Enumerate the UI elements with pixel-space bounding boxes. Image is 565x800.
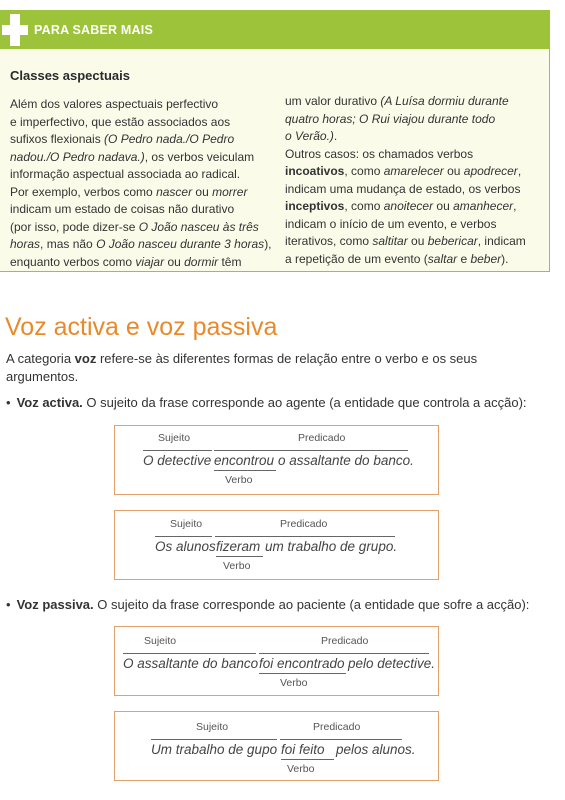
text-run: O João nasceu às três xyxy=(138,219,259,234)
bullet-voz-passiva xyxy=(6,596,529,614)
text-run: ou xyxy=(192,184,213,199)
text-line xyxy=(285,216,526,234)
text-run: . xyxy=(333,129,338,143)
sentence-diagram-3 xyxy=(114,626,439,696)
bullet-voz-passiva-text xyxy=(17,597,530,612)
text-run: ou xyxy=(443,164,464,178)
text-run: e xyxy=(457,251,471,266)
sentence-rest: o assaltante do banco. xyxy=(278,453,414,468)
sentence-subject: Um trabalho de gupo xyxy=(151,742,278,757)
bullet-voz-activa xyxy=(6,394,527,412)
text-line xyxy=(10,219,272,237)
text-line xyxy=(285,111,526,129)
text-run: morrer xyxy=(212,184,248,199)
verbo-label: Verbo xyxy=(225,474,253,486)
text-run: saltitar xyxy=(372,234,408,248)
section-title: Voz activa e voz passiva xyxy=(5,313,278,341)
bullet-voz-activa-text xyxy=(17,395,527,410)
text-run: amarelecer xyxy=(383,164,444,178)
text-line xyxy=(10,201,272,219)
text-run: O sujeito da frase corresponde ao agente (a entidade que controla a acção): xyxy=(82,395,527,410)
text-run: , os verbos veiculam xyxy=(144,149,255,164)
plus-icon xyxy=(2,14,28,46)
text-line xyxy=(285,163,526,181)
verb-line xyxy=(281,759,334,760)
sentence-subject: Os alunos xyxy=(155,539,216,554)
predicado-label: Predicado xyxy=(313,721,361,733)
text-run: , xyxy=(513,199,517,213)
predicate-line xyxy=(215,536,395,537)
verbo-label: Verbo xyxy=(223,560,251,572)
subject-line xyxy=(151,739,277,740)
text-run: inceptivos xyxy=(285,199,345,213)
text-line xyxy=(10,254,272,272)
text-run: (por isso, pode dizer-se xyxy=(10,219,139,234)
sentence-rest: pelo detective. xyxy=(348,656,436,671)
sentence-diagram-4 xyxy=(114,711,439,781)
text-run: sufixos flexionais xyxy=(10,132,105,146)
text-run: bebericar xyxy=(427,234,478,248)
box-column-left xyxy=(10,96,272,271)
text-run: voz xyxy=(74,351,97,366)
text-run: Voz activa. xyxy=(16,395,83,410)
sentence-diagram-2 xyxy=(114,510,439,580)
text-run: Por exemplo, verbos como xyxy=(10,184,157,199)
text-line xyxy=(10,149,272,167)
sentence-verb: encontrou xyxy=(214,453,275,468)
verb-line xyxy=(259,673,346,674)
predicate-line xyxy=(214,450,408,451)
bullet-icon: • xyxy=(6,395,11,410)
subject-line xyxy=(155,536,212,537)
text-run: indicam uma mudança de estado, os verbos xyxy=(285,181,521,196)
text-run: e imperfectivo, que estão associados aos xyxy=(10,114,231,129)
sujeito-label: Sujeito xyxy=(144,635,177,647)
text-run: ). xyxy=(501,251,509,266)
text-run: , mas não xyxy=(40,237,97,251)
sentence-verb: foi feito xyxy=(281,742,325,757)
intro-paragraph-line-1 xyxy=(6,350,477,368)
intro-paragraph-line-2 xyxy=(6,368,78,386)
predicado-label: Predicado xyxy=(298,432,346,444)
box-subtitle: Classes aspectuais xyxy=(10,68,130,83)
text-run: indicam um estado de coisas não durativo xyxy=(10,202,235,216)
verbo-label: Verbo xyxy=(287,763,315,775)
text-run: (A Luísa dormiu durante xyxy=(380,94,509,108)
verbo-label: Verbo xyxy=(280,677,308,689)
text-run: a repetição de um evento ( xyxy=(285,251,428,266)
predicate-line xyxy=(280,739,402,740)
sentence-verb: foi encontrado xyxy=(259,656,345,671)
verb-line xyxy=(216,556,263,557)
text-line xyxy=(285,128,526,146)
text-run: amanhecer xyxy=(453,199,514,213)
subject-line xyxy=(123,653,256,654)
text-run: Além dos valores aspectuais perfectivo xyxy=(10,97,219,111)
box-column-right xyxy=(285,93,526,268)
text-line xyxy=(285,251,526,269)
text-line xyxy=(285,233,526,251)
text-run: O João nasceu durante 3 horas xyxy=(96,237,265,251)
text-run: , como xyxy=(344,199,384,213)
text-run: Outros casos: os chamados verbos xyxy=(285,146,474,161)
sujeito-label: Sujeito xyxy=(158,432,191,444)
verb-line xyxy=(214,470,276,471)
text-line xyxy=(285,181,526,199)
text-line xyxy=(10,184,272,202)
sentence-rest: um trabalho de grupo. xyxy=(265,539,398,554)
text-run: ou xyxy=(407,234,428,248)
text-run: anoitecer xyxy=(383,199,434,213)
text-line xyxy=(10,131,272,149)
text-run: quatro horas; O Rui viajou durante todo xyxy=(285,111,496,126)
text-run: indicam o início de um evento, e verbos xyxy=(285,216,497,231)
text-line xyxy=(285,146,526,164)
text-run: , indicam xyxy=(477,234,526,248)
text-run: dormir xyxy=(184,254,219,269)
sentence-subject: O detective xyxy=(143,453,212,468)
text-run: têm xyxy=(218,254,242,269)
text-run: um valor durativo xyxy=(285,94,381,108)
text-run: viajar xyxy=(135,254,165,269)
text-run: enquanto verbos como xyxy=(10,254,136,269)
predicado-label: Predicado xyxy=(280,518,328,530)
box-title: PARA SABER MAIS xyxy=(34,23,153,37)
text-line xyxy=(10,236,272,254)
text-run: refere-se às diferentes formas de relação entre o verbo e os seus xyxy=(96,351,478,366)
text-run: incoativos xyxy=(285,164,345,178)
text-run: (O Pedro nada./O Pedro xyxy=(104,132,235,146)
text-run: A categoria xyxy=(6,351,75,366)
text-run: nascer xyxy=(156,184,193,199)
text-line xyxy=(10,96,272,114)
text-run: o Verão.) xyxy=(285,129,334,143)
text-line xyxy=(10,114,272,132)
text-line xyxy=(285,198,526,216)
sentence-verb: fizeram xyxy=(216,539,261,554)
sentence-rest: pelos alunos. xyxy=(336,742,416,757)
bullet-icon: • xyxy=(6,597,11,612)
text-run: ), xyxy=(264,237,272,251)
text-run: beber xyxy=(470,251,502,266)
text-line xyxy=(10,166,272,184)
sentence-diagram-1 xyxy=(114,425,439,495)
sujeito-label: Sujeito xyxy=(196,721,229,733)
text-run: ou xyxy=(433,199,454,213)
text-run: argumentos. xyxy=(6,369,79,384)
text-line xyxy=(285,93,526,111)
text-run: iterativos, como xyxy=(285,234,373,248)
sujeito-label: Sujeito xyxy=(170,518,203,530)
predicate-line xyxy=(259,653,429,654)
text-run: ou xyxy=(164,254,185,269)
text-run: , como xyxy=(344,164,384,178)
text-run: O sujeito da frase corresponde ao paciente (a entidade que sofre a acção): xyxy=(93,597,530,612)
text-run: saltar xyxy=(427,251,458,266)
text-run: , xyxy=(517,164,522,178)
predicado-label: Predicado xyxy=(321,635,369,647)
text-run: horas xyxy=(10,237,41,251)
text-run: informação aspectual associada ao radical. xyxy=(10,167,241,181)
text-run: Voz passiva. xyxy=(16,597,94,612)
sentence-subject: O assaltante do banco xyxy=(123,656,259,671)
box-header xyxy=(0,11,549,49)
text-run: nadou./O Pedro nadava.) xyxy=(10,149,145,164)
subject-line xyxy=(143,450,212,451)
text-run: apodrecer xyxy=(463,164,518,178)
